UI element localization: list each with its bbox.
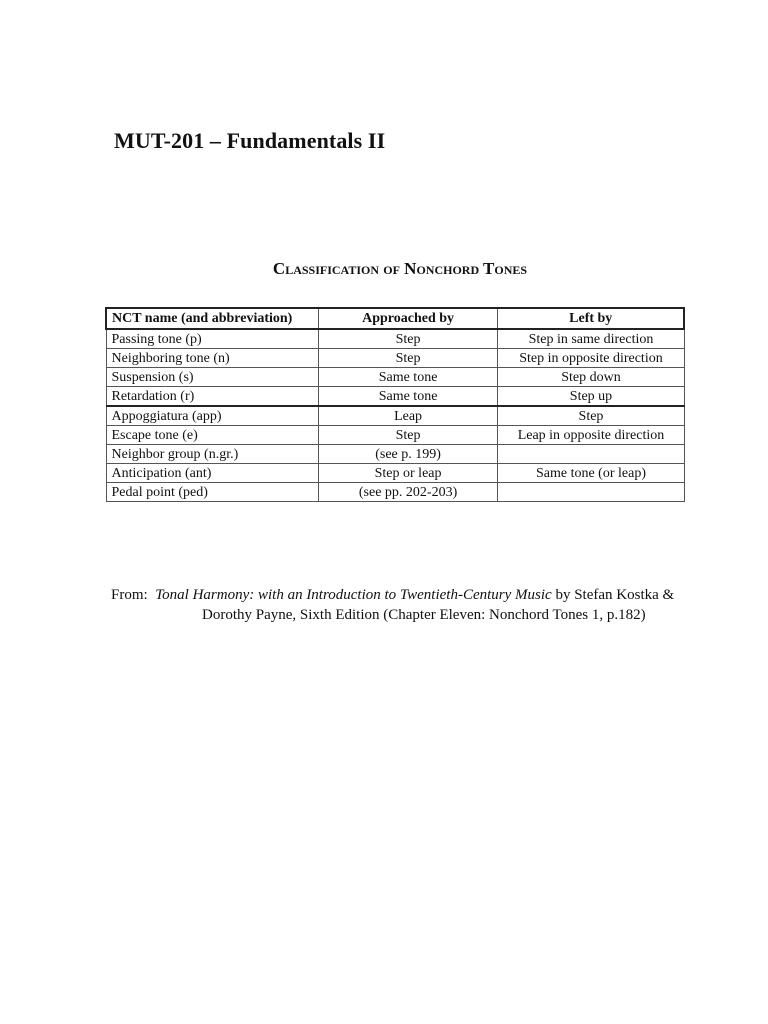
approached-by-cell: Step <box>318 349 498 368</box>
citation-book-title: Tonal Harmony: with an Introduction to Twentieth-Century Music <box>155 587 552 603</box>
table-row <box>106 368 684 387</box>
column-header-nct-name: NCT name (and abbreviation) <box>106 308 318 329</box>
table-row <box>106 349 684 368</box>
left-by-cell: Step <box>498 406 684 426</box>
approached-by-cell: Same tone <box>318 387 498 407</box>
left-by-cell: Leap in opposite direction <box>498 426 684 445</box>
section-title: Classification of Nonchord Tones <box>272 259 528 278</box>
table-header-row <box>106 308 684 329</box>
citation-prefix: From: <box>111 587 148 603</box>
nct-name-cell: Retardation (r) <box>106 387 318 407</box>
nct-name-cell: Pedal point (ped) <box>106 483 318 502</box>
approached-by-cell: Leap <box>318 406 498 426</box>
left-by-cell: Step up <box>498 387 684 407</box>
approached-by-cell: Step or leap <box>318 464 498 483</box>
nct-name-cell: Anticipation (ant) <box>106 464 318 483</box>
source-citation <box>111 585 674 625</box>
nct-classification-table <box>105 307 685 502</box>
table-row <box>106 387 684 407</box>
approached-by-cell: Step <box>318 329 498 349</box>
nct-name-cell: Escape tone (e) <box>106 426 318 445</box>
approached-by-cell: Same tone <box>318 368 498 387</box>
page-title: MUT-201 – Fundamentals II <box>114 128 386 153</box>
table-row <box>106 406 684 426</box>
left-by-cell <box>498 483 684 502</box>
nct-name-cell: Suspension (s) <box>106 368 318 387</box>
table-row <box>106 445 684 464</box>
nct-name-cell: Passing tone (p) <box>106 329 318 349</box>
approached-by-cell: Step <box>318 426 498 445</box>
column-header-approached-by: Approached by <box>318 308 498 329</box>
left-by-cell: Step in opposite direction <box>498 349 684 368</box>
table-row <box>106 483 684 502</box>
nct-name-cell: Appoggiatura (app) <box>106 406 318 426</box>
approached-by-cell: (see pp. 202-203) <box>318 483 498 502</box>
left-by-cell: Same tone (or leap) <box>498 464 684 483</box>
left-by-cell: Step in same direction <box>498 329 684 349</box>
left-by-cell <box>498 445 684 464</box>
left-by-cell: Step down <box>498 368 684 387</box>
citation-authors: by Stefan Kostka & <box>555 587 675 603</box>
nct-name-cell: Neighbor group (n.gr.) <box>106 445 318 464</box>
table-row <box>106 329 684 349</box>
table-row <box>106 464 684 483</box>
nct-name-cell: Neighboring tone (n) <box>106 349 318 368</box>
column-header-left-by: Left by <box>498 308 684 329</box>
approached-by-cell: (see p. 199) <box>318 445 498 464</box>
citation-details: Dorothy Payne, Sixth Edition (Chapter Eleven: Nonchord Tones 1, p.182) <box>202 607 646 623</box>
table-row <box>106 426 684 445</box>
